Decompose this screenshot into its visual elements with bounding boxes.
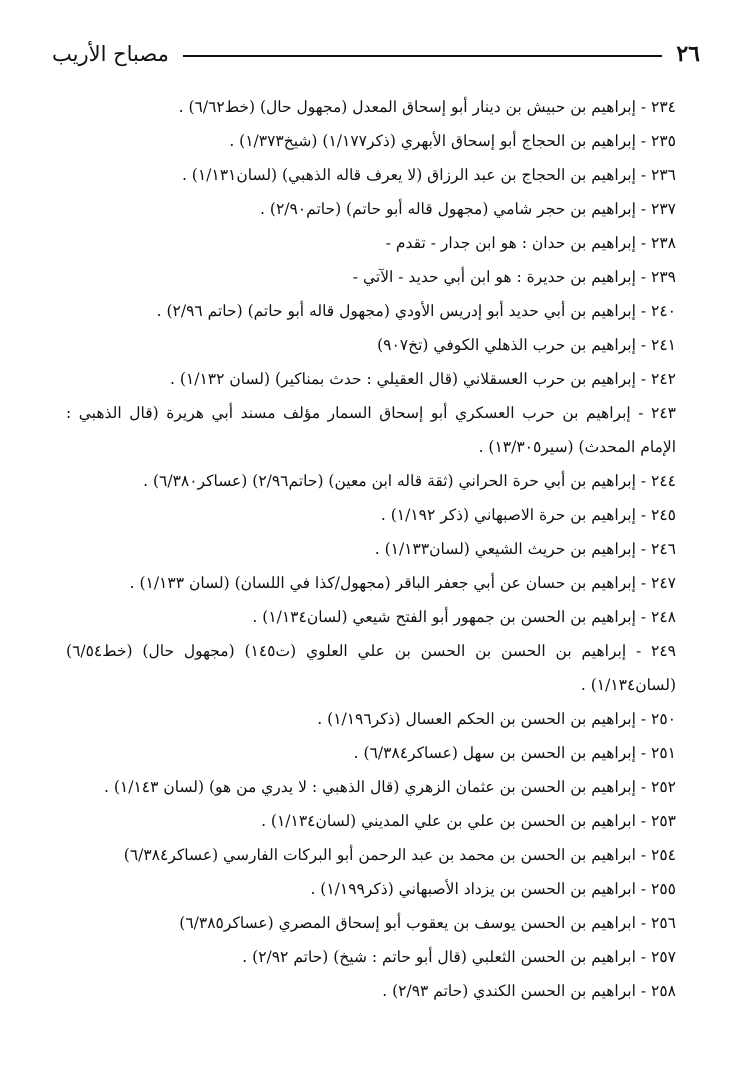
entry-text: ٢٤٨ - إبراهيم بن الحسن بن جمهور أبو الفتح شيعي (لسان١/١٣٤) . [252, 608, 676, 626]
entry-text: ٢٤٩ - إبراهيم بن الحسن بن الحسن بن علي العلوي (ت١٤٥) (مجهول حال) (خط٦/٥٤) (لسان١/١٣٤) . [66, 642, 676, 694]
page-number: ٢٦ [676, 41, 700, 67]
entry-text: ٢٤٢ - إبراهيم بن حرب العسقلاني (قال العقيلي : حدث بمناكير) (لسان ١/١٣٢) . [169, 370, 676, 388]
entry-text: ٢٥٦ - ابراهيم بن الحسن يوسف بن يعقوب أبو إسحاق المصري (عساكر٦/٣٨٥) [179, 914, 676, 932]
entry-list [66, 90, 676, 1008]
entry-text: ٢٥٣ - ابراهيم بن الحسن بن علي بن علي المديني (لسان١/١٣٤) . [261, 812, 676, 830]
entry-item [66, 566, 676, 600]
entry-item [66, 804, 676, 838]
page-header [52, 34, 700, 74]
entry-text: ٢٤٠ - إبراهيم بن أبي حديد أبو إدريس الأودي (مجهول قاله أبو حاتم) (حاتم ٢/٩٦) . [156, 302, 676, 320]
entry-text: ٢٥٠ - إبراهيم بن الحسن بن الحكم العسال (ذكر١/١٩٦) . [317, 710, 676, 728]
entry-item [66, 906, 676, 940]
entry-item [66, 90, 676, 124]
entry-item [66, 260, 676, 294]
entry-text: ٢٣٤ - إبراهيم بن حبيش بن دينار أبو إسحاق المعدل (مجهول حال) (خط٦/٦٢) . [178, 98, 676, 116]
entry-item [66, 770, 676, 804]
entry-item [66, 532, 676, 566]
header-rule [183, 55, 663, 57]
entry-item [66, 974, 676, 1008]
entry-text: ٢٥٢ - إبراهيم بن الحسن بن عثمان الزهري (قال الذهبي : لا يدري من هو) (لسان ١/١٤٣) . [104, 778, 676, 796]
entry-item [66, 192, 676, 226]
entry-text: ٢٣٦ - إبراهيم بن الحجاج بن عبد الرزاق (لا يعرف قاله الذهبي) (لسان١/١٣١) . [181, 166, 676, 184]
entry-text: ٢٣٩ - إبراهيم بن حديرة : هو ابن أبي حديد - الآتي - [352, 268, 676, 286]
entry-text: ٢٥٤ - ابراهيم بن الحسن بن محمد بن عبد الرحمن أبو البركات الفارسي (عساكر٦/٣٨٤) [123, 846, 676, 864]
running-title: مصباح الأريب [52, 42, 169, 66]
entry-item [66, 464, 676, 498]
entry-text: ٢٥١ - إبراهيم بن الحسن بن سهل (عساكر٦/٣٨٤) . [353, 744, 676, 762]
entry-item [66, 226, 676, 260]
entry-item [66, 396, 676, 464]
entry-item [66, 158, 676, 192]
entry-item [66, 736, 676, 770]
entry-text: ٢٤١ - إبراهيم بن حرب الذهلي الكوفي (تخ٩٠٧) [377, 336, 676, 354]
entry-item [66, 940, 676, 974]
entry-text: ٢٤٦ - إبراهيم بن حريث الشيعي (لسان١/١٣٣) . [374, 540, 676, 558]
entry-item [66, 328, 676, 362]
entry-item [66, 872, 676, 906]
entry-text: ٢٤٧ - إبراهيم بن حسان عن أبي جعفر الباقر (مجهول/كذا في اللسان) (لسان ١/١٣٣) . [129, 574, 676, 592]
entry-text: ٢٣٧ - إبراهيم بن حجر شامي (مجهول قاله أبو حاتم) (حاتم٢/٩٠) . [260, 200, 676, 218]
entry-text: ٢٥٥ - ابراهيم بن الحسن بن يزداد الأصبهاني (ذكر١/١٩٩) . [310, 880, 676, 898]
entry-item [66, 124, 676, 158]
entry-text: ٢٤٥ - إبراهيم بن حرة الاصبهاني (ذكر ١/١٩٢) . [380, 506, 676, 524]
entry-item [66, 838, 676, 872]
entry-text: ٢٥٧ - ابراهيم بن الحسن الثعلبي (قال أبو حاتم : شيخ) (حاتم ٢/٩٢) . [242, 948, 676, 966]
entry-text: ٢٤٣ - إبراهيم بن حرب العسكري أبو إسحاق السمار مؤلف مسند أبي هريرة (قال الذهبي : الإمام المحدث) (سير١٣/٣٠٥) . [66, 404, 676, 456]
entry-item [66, 634, 676, 702]
entry-text: ٢٣٥ - إبراهيم بن الحجاج أبو إسحاق الأبهري (ذكر١/١٧٧) (شيخ١/٣٧٣) . [229, 132, 676, 150]
entry-text: ٢٣٨ - إبراهيم بن حدان : هو ابن جدار - تقدم - [385, 234, 676, 252]
entry-text: ٢٥٨ - ابراهيم بن الحسن الكندي (حاتم ٢/٩٣) . [382, 982, 676, 1000]
entry-item [66, 600, 676, 634]
entry-item [66, 702, 676, 736]
entry-text: ٢٤٤ - إبراهيم بن أبي حرة الحراني (ثقة قاله ابن معين) (حاتم٢/٩٦) (عساكر٦/٣٨٠) . [143, 472, 676, 490]
entry-item [66, 498, 676, 532]
entry-item [66, 362, 676, 396]
entry-item [66, 294, 676, 328]
